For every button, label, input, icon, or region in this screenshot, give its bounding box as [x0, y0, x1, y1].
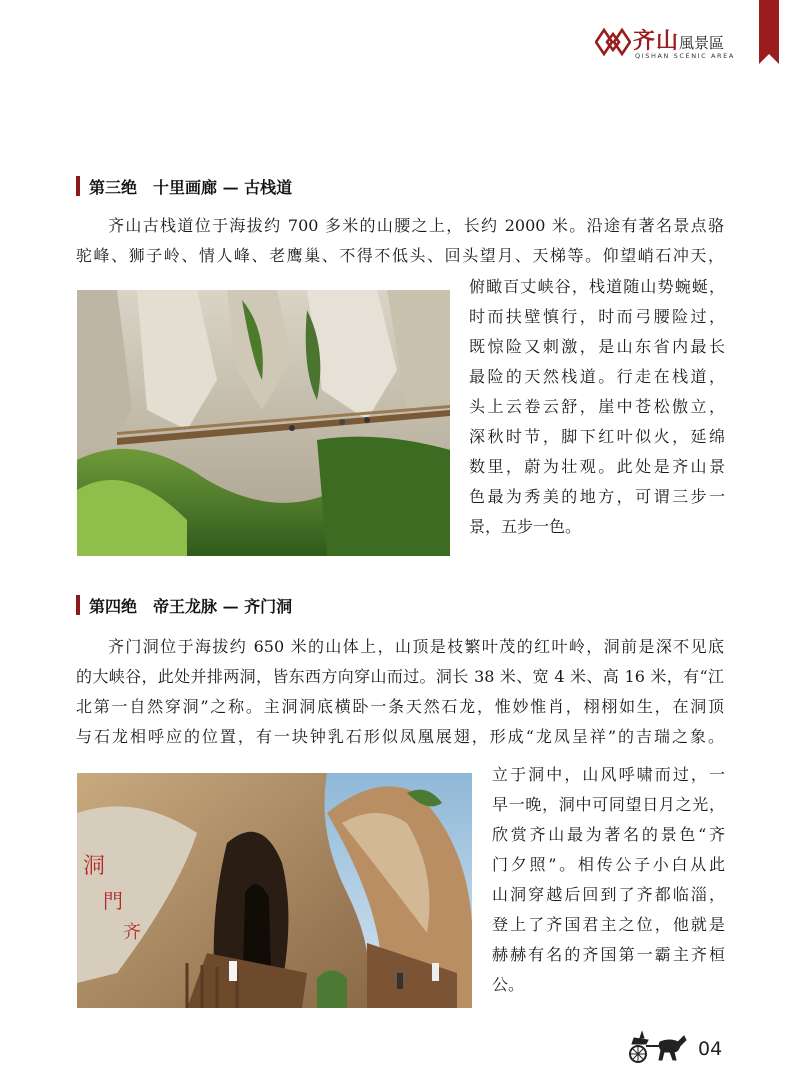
text-line: 山洞穿越后回到了齐都临淄， — [492, 885, 725, 904]
text-line: 的大峡谷，此处并排两洞，皆东西方向穿山而过。洞长 38 米、宽 4 米、高 16 米，有“江 — [76, 667, 724, 686]
bookmark-ribbon — [759, 0, 779, 64]
text-line: 深秋时节，脚下红叶似火，延绵 — [469, 427, 725, 446]
plank-road-photo — [77, 290, 450, 556]
text-line: 既惊险又刺激，是山东省内最长 — [469, 337, 725, 356]
text-line: 景，五步一色。 — [469, 517, 582, 536]
heading-marker — [76, 595, 80, 615]
cave-inscription: 門 — [103, 889, 123, 913]
section-title-3: 第三绝 十里画廊 — 古栈道 — [89, 177, 293, 197]
text-line: 时而扶壁慎行，时而弓腰险过， — [469, 307, 725, 326]
text-line: 数里，蔚为壮观。此处是齐山景 — [469, 457, 725, 476]
section-heading-4 — [76, 594, 292, 616]
cave-inscription: 齐 — [123, 922, 141, 943]
section-title-4: 第四绝 帝王龙脉 — 齐门洞 — [89, 596, 293, 616]
text-line: 早一晚，洞中可同望日月之光， — [492, 795, 725, 814]
text-line: 最险的天然栈道。行走在栈道， — [469, 367, 725, 386]
section3-paragraph-side — [469, 272, 725, 542]
section4-paragraph-full — [76, 632, 724, 752]
horse-chariot-icon — [620, 1030, 690, 1064]
text-line: 与石龙相呼应的位置，有一块钟乳石形似凤凰展翅，形成“龙凤呈祥”的吉瑞之象。 — [76, 727, 724, 746]
heading-marker — [76, 176, 80, 196]
logo-subtitle: QISHAN SCENIC AREA — [635, 52, 735, 60]
section4-paragraph-side — [492, 760, 725, 1000]
text-line: 驼峰、狮子岭、情人峰、老鹰巢、不得不低头、回头望月、天梯等。仰望峭石冲天， — [76, 246, 724, 265]
text-line: 北第一自然穿洞”之称。主洞洞底横卧一条天然石龙，惟妙惟肖，栩栩如生，在洞顶 — [76, 697, 724, 716]
page-number: 04 — [698, 1038, 723, 1060]
text-line: 登上了齐国君主之位，他就是 — [492, 915, 725, 934]
text-line: 色最为秀美的地方，可谓三步一 — [469, 487, 725, 506]
text-line: 公。 — [492, 975, 525, 994]
section3-paragraph-full — [76, 211, 724, 271]
scenic-area-logo — [595, 22, 745, 66]
text-line: 立于洞中，山风呼啸而过，一 — [492, 765, 725, 784]
text-line: 齐门洞位于海拔约 650 米的山体上，山顶是枝繁叶茂的红叶岭，洞前是深不见底 — [108, 637, 724, 656]
cave-inscription: 洞 — [83, 854, 106, 879]
text-line: 俯瞰百丈峡谷，栈道随山势蜿蜒， — [469, 277, 725, 296]
section-heading-3 — [76, 175, 292, 197]
text-line: 头上云卷云舒，崖中苍松傲立， — [469, 397, 725, 416]
text-line: 欣赏齐山最为著名的景色“齐 — [492, 825, 725, 844]
text-line: 门夕照”。相传公子小白从此 — [492, 855, 725, 874]
qishan-diamond-logo-icon — [595, 26, 631, 58]
logo-title: 齐山風景區 — [633, 28, 725, 54]
text-line: 齐山古栈道位于海拔约 700 多米的山腰之上，长约 2000 米。沿途有著名景点骆 — [108, 216, 724, 235]
text-line: 赫赫有名的齐国第一霸主齐桓 — [492, 945, 725, 964]
qimen-cave-photo — [77, 773, 472, 1008]
